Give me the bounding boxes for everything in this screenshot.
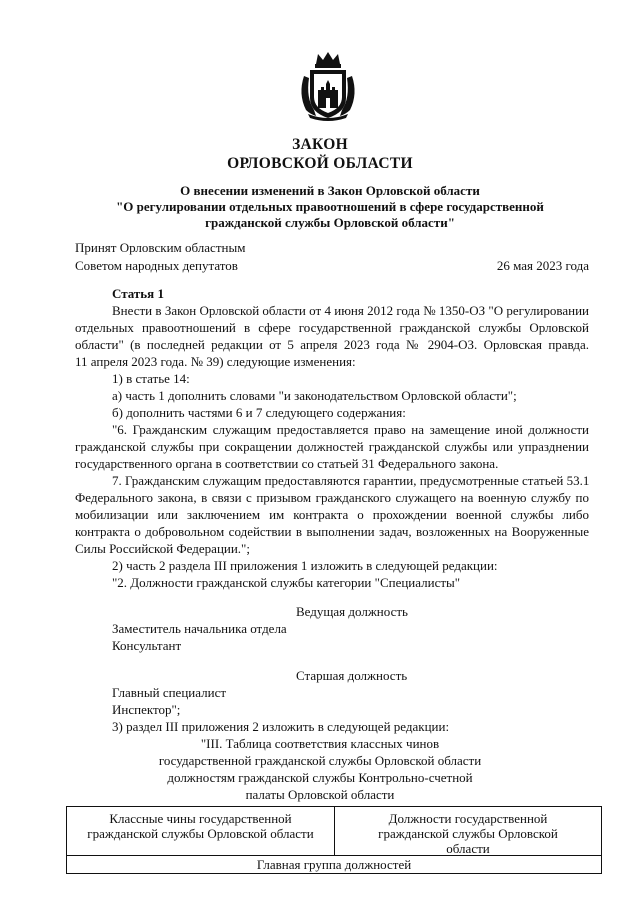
section-heading-line: должностям гражданской службы Контрольно-счетной bbox=[167, 770, 473, 785]
article-line: 2) часть 2 раздела III приложения 1 изложить в следующей редакции: bbox=[112, 558, 498, 573]
article-line: "6. Гражданским служащим предоставляется право на замещение иной должности bbox=[112, 422, 589, 437]
senior-position-heading: Старшая должность bbox=[296, 668, 408, 683]
position-item: Консультант bbox=[112, 638, 182, 653]
article-line: Внести в Закон Орловской области от 4 июня 2012 года № 1350-ОЗ "О регулировании bbox=[112, 303, 589, 318]
article-line: гражданской службы при сокращении должностей гражданской службы или упразднении bbox=[75, 439, 589, 454]
article-line: отдельных правоотношений в сфере государственной гражданской службы Орловской bbox=[75, 320, 589, 335]
article-line: а) часть 1 дополнить словами "и законодательством Орловской области"; bbox=[112, 388, 517, 403]
ranks-table bbox=[66, 806, 602, 874]
article-line: мобилизации или заключением им контракта о прохождении военной службы либо bbox=[75, 507, 589, 522]
article-line: Силы Российской Федерации."; bbox=[75, 541, 250, 556]
adoption-line: Принят Орловским областным bbox=[75, 240, 246, 255]
subtitle-line: О внесении изменений в Закон Орловской области bbox=[180, 183, 480, 198]
adoption-line: Советом народных депутатов bbox=[75, 258, 238, 273]
section-heading-line: палаты Орловской области bbox=[245, 787, 395, 802]
article-line: Федерального закона, в связи с призывом гражданского служащего на военную службу по bbox=[75, 490, 589, 505]
coat-of-arms-icon bbox=[296, 50, 360, 122]
table-group-row: Главная группа должностей bbox=[256, 857, 412, 872]
subtitle-line: гражданской службы Орловской области" bbox=[205, 215, 455, 230]
region-title: ОРЛОВСКОЙ ОБЛАСТИ bbox=[227, 155, 413, 172]
law-subtitle bbox=[60, 183, 600, 231]
leading-position-heading: Ведущая должность bbox=[296, 604, 408, 619]
adoption-date: 26 мая 2023 года bbox=[496, 258, 589, 273]
article-line: области" (в последней редакции от 5 апреля 2023 года № 2904-ОЗ. Орловская правда. bbox=[75, 337, 589, 352]
position-item: Главный специалист bbox=[112, 685, 227, 700]
law-title: ЗАКОН bbox=[292, 136, 348, 153]
section-heading-line: "III. Таблица соответствия классных чинов bbox=[200, 736, 440, 751]
section-heading-line: государственной гражданской службы Орловской области bbox=[158, 753, 482, 768]
position-item: Заместитель начальника отдела bbox=[112, 621, 287, 636]
article-line: 7. Гражданским служащим предоставляются гарантии, предусмотренные статьей 53.1 bbox=[112, 473, 590, 488]
table-header-ranks: Классные чины государственной гражданской службы Орловской области bbox=[87, 811, 314, 841]
article-line: 1) в статье 14: bbox=[112, 371, 190, 386]
section-intro: 3) раздел III приложения 2 изложить в следующей редакции: bbox=[112, 719, 450, 734]
article-line: б) дополнить частями 6 и 7 следующего содержания: bbox=[112, 405, 406, 420]
table-header-positions: Должности государственной гражданской службы Орловской области bbox=[378, 811, 558, 856]
subtitle-line: "О регулировании отдельных правоотношений в сфере государственной bbox=[116, 199, 544, 214]
article-line: государственного органа в соответствии со статьей 31 Федерального закона. bbox=[75, 456, 499, 471]
article-line: 11 апреля 2023 года. № 39) следующие изменения: bbox=[75, 354, 356, 369]
article-line: контракта о добровольном содействии в выполнении задач, возложенных на Вооруженные bbox=[75, 524, 589, 539]
article-line: "2. Должности гражданской службы категории "Специалисты" bbox=[112, 575, 461, 590]
article-heading: Статья 1 bbox=[112, 286, 164, 301]
position-item: Инспектор"; bbox=[112, 702, 181, 717]
